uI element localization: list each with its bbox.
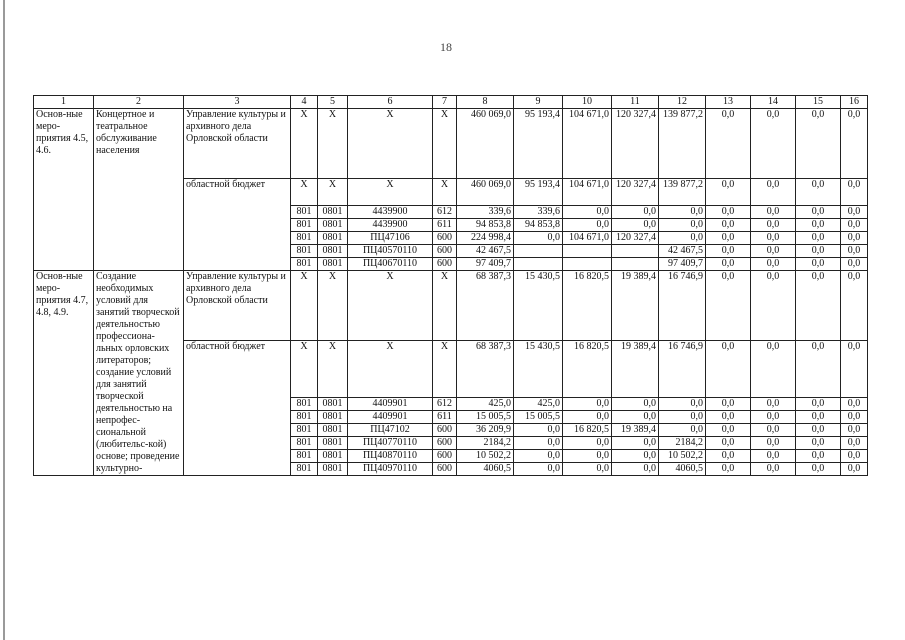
table-cell: 15 005,5 [514,411,563,424]
admin-label-cell: Управление культуры и архивного дела Орловской области [184,109,291,179]
table-cell: 339,6 [457,206,514,219]
table-cell: 2 [94,96,184,109]
activity-name-cell: Создание необходимых условий для занятий творческой деятельностью профессиона-льных орловских литераторов; создание условий для занятий творческой деятельностью на непрофес-сиональной (любительс-кой) основе; проведение культурно- [94,271,184,476]
table-cell: 0,0 [706,206,751,219]
table-cell: 19 389,4 [612,424,659,437]
table-cell: 0,0 [706,424,751,437]
table-cell: 0,0 [796,450,841,463]
table-cell: 0,0 [841,109,868,179]
table-cell [514,258,563,271]
table-cell: 10 502,2 [659,450,706,463]
table-cell: 16 820,5 [563,341,612,398]
activity-name-cell: Концертное и театральное обслуживание населения [94,109,184,271]
table-cell: 0,0 [796,463,841,476]
table-cell: 0,0 [706,341,751,398]
table-cell: 801 [291,206,318,219]
table-cell [612,245,659,258]
table-cell: 0,0 [751,450,796,463]
table-cell: 0,0 [796,341,841,398]
table-cell: 0,0 [659,411,706,424]
table-cell: 801 [291,398,318,411]
table-cell: 0,0 [841,258,868,271]
table-cell: 801 [291,450,318,463]
table-cell: 0,0 [841,179,868,206]
table-cell: 0,0 [751,232,796,245]
table-cell: 16 [841,96,868,109]
table-cell: 68 387,3 [457,271,514,341]
activity-cell: Основ-ные меро-приятия 4.5, 4.6. [34,109,94,271]
table-cell: 8 [457,96,514,109]
table-cell: 0,0 [841,271,868,341]
table-cell: 4439900 [348,219,433,232]
table-cell: 0,0 [514,437,563,450]
table-cell: ПЦ40870110 [348,450,433,463]
table-cell: 0,0 [841,411,868,424]
table-cell: X [348,271,433,341]
table-cell: 0,0 [751,411,796,424]
table-cell: 104 671,0 [563,179,612,206]
table-cell: 600 [433,245,457,258]
table-cell: 7 [433,96,457,109]
table-cell: 0,0 [612,398,659,411]
table-cell: 0,0 [563,206,612,219]
table-cell: 15 430,5 [514,341,563,398]
table-cell: 9 [514,96,563,109]
table-cell: X [291,179,318,206]
table-cell: 0801 [318,206,348,219]
table-cell: 95 193,4 [514,179,563,206]
table-cell: 139 877,2 [659,109,706,179]
table-cell: 0,0 [796,206,841,219]
table-cell: 104 671,0 [563,232,612,245]
table-cell: 0,0 [751,437,796,450]
table-cell: 0,0 [706,245,751,258]
table-cell: X [318,179,348,206]
table-cell: 0,0 [514,232,563,245]
table-cell: 0,0 [751,341,796,398]
table-cell: X [318,109,348,179]
table-cell: 16 746,9 [659,271,706,341]
table-cell: 0,0 [563,437,612,450]
table-cell: X [433,271,457,341]
table-cell: 0801 [318,437,348,450]
table-cell: 0,0 [751,271,796,341]
table-cell: 0,0 [841,232,868,245]
table-cell: 0801 [318,232,348,245]
table-cell: 0,0 [563,463,612,476]
table-cell: 611 [433,219,457,232]
table-cell: 6 [348,96,433,109]
table-cell: 13 [706,96,751,109]
table-cell: 0,0 [706,109,751,179]
table-cell: 0,0 [841,341,868,398]
table-cell: 0,0 [706,450,751,463]
table-cell: 0,0 [841,245,868,258]
table-cell: 801 [291,424,318,437]
table-cell [563,245,612,258]
table-cell: 15 005,5 [457,411,514,424]
table-cell: 0,0 [612,411,659,424]
table-cell: X [291,341,318,398]
table-cell: 0,0 [796,424,841,437]
table-cell: 801 [291,258,318,271]
table-cell: 612 [433,398,457,411]
table-cell: 0,0 [659,398,706,411]
table-cell: 94 853,8 [514,219,563,232]
table-cell: 0,0 [706,437,751,450]
table-cell: 0,0 [796,411,841,424]
table-cell: 801 [291,437,318,450]
table-cell: 224 998,4 [457,232,514,245]
table-cell: 0,0 [796,398,841,411]
table-cell [514,245,563,258]
table-cell: ПЦ47102 [348,424,433,437]
table-cell: 0,0 [612,437,659,450]
table-cell: 4409901 [348,398,433,411]
table-cell: 120 327,4 [612,232,659,245]
table-cell: 0,0 [706,398,751,411]
table-cell: 120 327,4 [612,179,659,206]
table-cell: 1 [34,96,94,109]
table-cell: 0,0 [796,437,841,450]
table-cell: 0,0 [706,463,751,476]
table-cell: X [291,271,318,341]
table-cell: 0,0 [796,258,841,271]
page-margin-line [3,0,5,640]
table-cell: 36 209,9 [457,424,514,437]
table-cell: 0,0 [751,245,796,258]
table-cell: 104 671,0 [563,109,612,179]
table-cell: 0,0 [706,411,751,424]
table-cell: X [433,341,457,398]
table-cell: 15 430,5 [514,271,563,341]
table-cell: 0,0 [796,179,841,206]
table-cell: 15 [796,96,841,109]
budget-label-cell: областной бюджет [184,341,291,476]
table-cell: 12 [659,96,706,109]
table-cell: 4439900 [348,206,433,219]
table-cell: 0,0 [706,219,751,232]
activity-cell: Основ-ные меро-приятия 4.7, 4.8, 4.9. [34,271,94,476]
table-cell: 0,0 [612,450,659,463]
table-cell: 139 877,2 [659,179,706,206]
table-cell: 0,0 [706,258,751,271]
table-cell: X [318,341,348,398]
table-cell: 42 467,5 [457,245,514,258]
table-cell: 0,0 [514,450,563,463]
table-cell: 0,0 [659,424,706,437]
table-cell: 0,0 [751,463,796,476]
table-cell: 97 409,7 [457,258,514,271]
table-cell: 0,0 [796,109,841,179]
table-cell: X [348,341,433,398]
budget-label-cell: областной бюджет [184,179,291,271]
table-cell: 0,0 [751,398,796,411]
table-cell: 0,0 [612,206,659,219]
table-cell: 0801 [318,463,348,476]
table-cell: 0801 [318,424,348,437]
table-cell: 120 327,4 [612,109,659,179]
table-cell: X [433,109,457,179]
table-cell: 0,0 [841,437,868,450]
table-cell: 97 409,7 [659,258,706,271]
table-cell: 600 [433,232,457,245]
page-number: 18 [440,40,452,54]
table-cell: 0,0 [563,219,612,232]
table-cell: X [318,271,348,341]
table-cell: 0,0 [841,398,868,411]
table-header-row [34,96,868,109]
table-cell: 5 [318,96,348,109]
table-cell: 0,0 [841,450,868,463]
table-cell: ПЦ47106 [348,232,433,245]
table-cell [563,258,612,271]
table-cell: 425,0 [457,398,514,411]
table-cell: 460 069,0 [457,109,514,179]
table-cell: 0,0 [751,109,796,179]
table-cell: 611 [433,411,457,424]
table-cell: ПЦ40570110 [348,245,433,258]
admin-label-cell: Управление культуры и архивного дела Орловской области [184,271,291,341]
table-cell: 801 [291,463,318,476]
budget-table [33,95,868,476]
table-row [34,271,868,341]
table-cell: 0,0 [796,219,841,232]
table-cell: 0,0 [751,206,796,219]
table-cell: 4060,5 [457,463,514,476]
table-cell [612,258,659,271]
table-cell: X [433,179,457,206]
table-cell: 0,0 [841,463,868,476]
table-cell: ПЦ40770110 [348,437,433,450]
table-cell: 19 389,4 [612,341,659,398]
table-cell: 0,0 [706,179,751,206]
table-cell: 19 389,4 [612,271,659,341]
table-cell: 4409901 [348,411,433,424]
table-cell: 0,0 [751,424,796,437]
table-cell: 0,0 [514,424,563,437]
table-cell: 0,0 [563,411,612,424]
table-cell: 0,0 [841,206,868,219]
table-cell: 600 [433,450,457,463]
table-cell: 600 [433,463,457,476]
table-cell: 339,6 [514,206,563,219]
table-cell: ПЦ40970110 [348,463,433,476]
table-cell: 801 [291,232,318,245]
table-cell: 3 [184,96,291,109]
table-cell: 94 853,8 [457,219,514,232]
table-cell: 0,0 [751,258,796,271]
table-cell: 42 467,5 [659,245,706,258]
table-cell: 0801 [318,450,348,463]
table-cell: 0801 [318,398,348,411]
table-cell: 460 069,0 [457,179,514,206]
table-cell: 600 [433,437,457,450]
table-cell: 612 [433,206,457,219]
table-cell: 0,0 [659,206,706,219]
table-cell: 16 820,5 [563,271,612,341]
table-cell: 0,0 [841,424,868,437]
table-cell: 0,0 [706,232,751,245]
table-cell: 0,0 [659,232,706,245]
table-cell: 11 [612,96,659,109]
table-cell: ПЦ40670110 [348,258,433,271]
table-cell: 2184,2 [457,437,514,450]
table-cell: 0,0 [659,219,706,232]
table-cell: 801 [291,411,318,424]
table-cell: 0,0 [514,463,563,476]
table-cell: 16 746,9 [659,341,706,398]
table-cell: 2184,2 [659,437,706,450]
table-cell: 801 [291,219,318,232]
table-cell: 801 [291,245,318,258]
table-cell: 425,0 [514,398,563,411]
table-cell: 600 [433,258,457,271]
table-cell: 0,0 [751,219,796,232]
table-cell: 0,0 [612,219,659,232]
table-cell: 0,0 [796,271,841,341]
table-cell: X [291,109,318,179]
table-cell: 10 [563,96,612,109]
table-cell: 4 [291,96,318,109]
table-cell: 10 502,2 [457,450,514,463]
table-cell: 0,0 [796,232,841,245]
table-cell: 0,0 [706,271,751,341]
table-cell: 0,0 [563,398,612,411]
table-cell: 95 193,4 [514,109,563,179]
table-cell: 4060,5 [659,463,706,476]
table-cell: 0,0 [841,219,868,232]
table-cell: 16 820,5 [563,424,612,437]
table-cell: 0,0 [751,179,796,206]
table-cell: 0801 [318,245,348,258]
table-row [34,109,868,179]
table-cell: 0801 [318,258,348,271]
table-cell: 68 387,3 [457,341,514,398]
table-cell: 0801 [318,411,348,424]
table-cell: 14 [751,96,796,109]
table-cell: X [348,109,433,179]
table-cell: 0801 [318,219,348,232]
table-cell: 0,0 [612,463,659,476]
table-cell: 600 [433,424,457,437]
table-cell: X [348,179,433,206]
table-cell: 0,0 [563,450,612,463]
table-cell: 0,0 [796,245,841,258]
